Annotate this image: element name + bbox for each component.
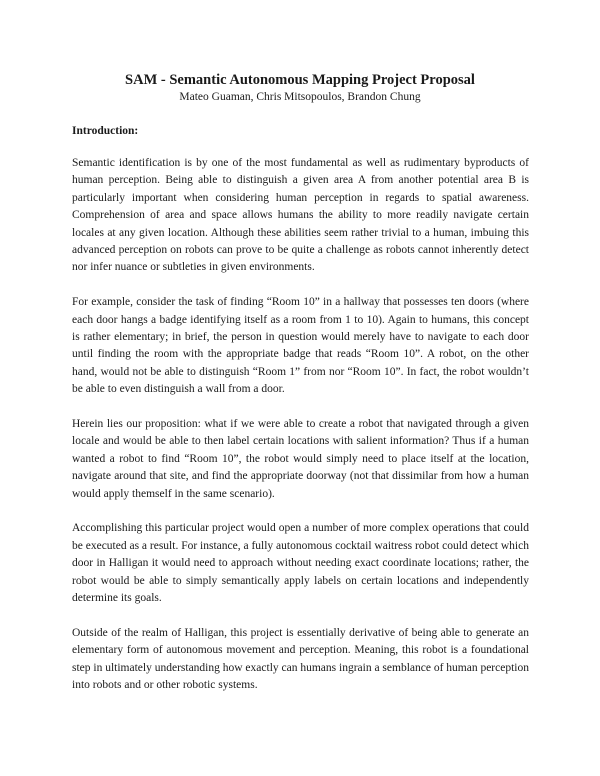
paragraph: Herein lies our proposition: what if we were able to create a robot that navigated through a given locale and would be able to then label certain locations with salient information? Thus if a human wanted a robot to find “Room 10”, the robot would simply need to place itself at the location, navigate around that site, and find the appropriate doorway (not that dissimilar from how a human would apply themself in the same scenario). — [72, 418, 529, 500]
section-heading: Introduction: — [72, 125, 139, 137]
document-title: SAM - Semantic Autonomous Mapping Project Proposal — [125, 72, 475, 88]
paragraph: Outside of the realm of Halligan, this project is essentially derivative of being able to generate an elementary form of autonomous movement and perception. Meaning, this robot is a foundational step in ultimately understanding how exactly can humans ingrain a semblance of human perception into robots and or other robotic systems. — [72, 626, 529, 692]
paragraph: For example, consider the task of finding “Room 10” in a hallway that possesses ten doors (where each door hangs a badge identifying itself as a room from 1 to 10). Again to humans, this concept is rather elementary; in brief, the person in question would merely have to navigate to each door until finding the room with the appropriate badge that reads “Room 10”. A robot, on the other hand, would not be able to distinguish “Room 1” from nor “Room 10”. In fact, the robot wouldn’t be able to even distinguish a wall from a door. — [72, 296, 529, 396]
paragraph: Semantic identification is by one of the most fundamental as well as rudimentary byproducts of human perception. Being able to distinguish a given area A from another potential area B is particularly important when considering human perception in regards to spatial awareness. Comprehension of area and space allows humans the ability to more readily navigate certain locales at any given location. Although these abilities seem rather trivial to a human, imbuing this advanced perception on robots can prove to be quite a challenge as robots cannot inherently detect nor infer nuance or subtleties in given environments. — [72, 157, 529, 274]
document-body — [72, 155, 529, 712]
document-authors: Mateo Guaman, Chris Mitsopoulos, Brandon Chung — [179, 91, 421, 103]
paragraph: Accomplishing this particular project would open a number of more complex operations that could be executed as a result. For instance, a fully autonomous cocktail waitress robot could detect which door in Halligan it would need to approach without needing exact coordinate locations; rather, the robot would be able to simply semantically apply labels on certain locations and independently determine its goals. — [72, 522, 529, 605]
